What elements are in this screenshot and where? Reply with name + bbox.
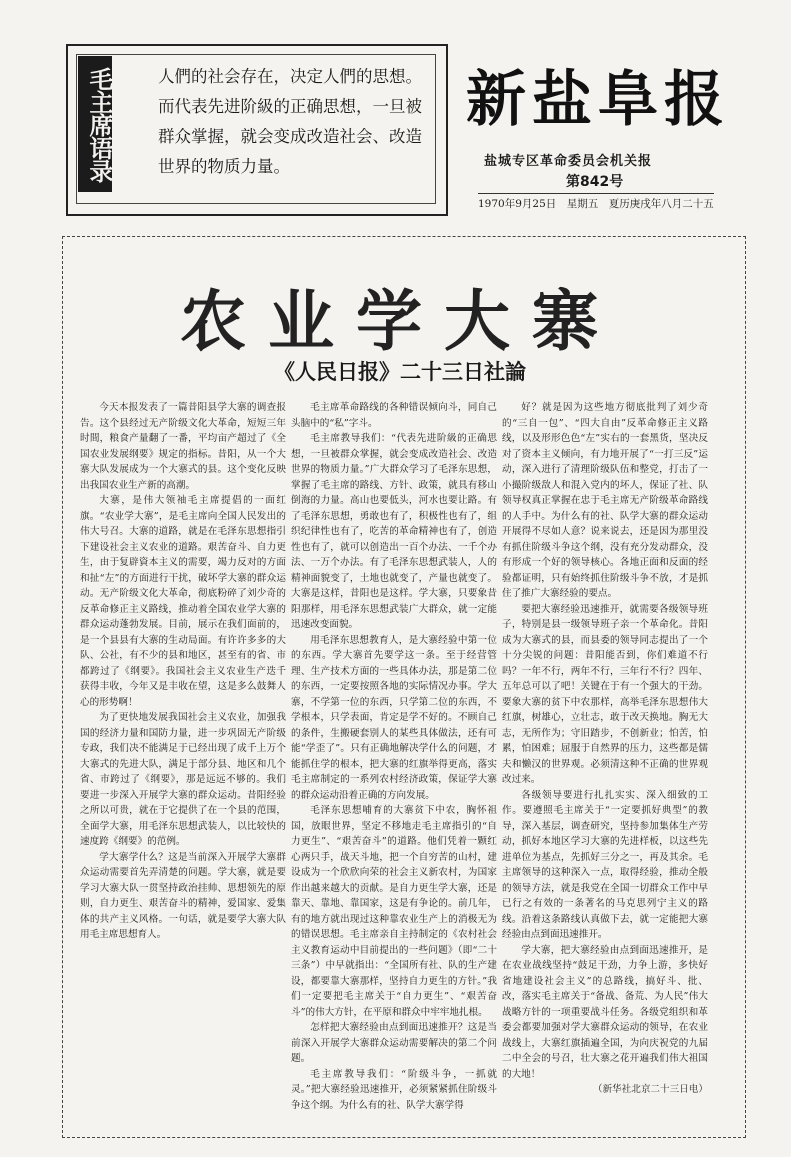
paragraph: 好？就是因为这些地方彻底批判了刘少奇的“三自一包”、“四大自由”反革命修正主义路线，以及形形色色“左”实右的一套黑货，坚决反对了资本主义倾向，有力地开展了“一打三反”运动，深入进行了清理阶级队伍和整党，打击了一小撮阶级敌人和混入党内的坏人，保证了社、队领导权真正掌握在忠于毛主席无产阶级革命路线的人手中。为什么有的社、队学大寨的群众运动开展得不尽如人意？说来说去，还是因为那里没有抓住阶级斗争这个纲，没有充分发动群众，没有形成一个好的领导核心。各地正面和反面的经验都证明，只有始终抓住阶级斗争不放，才是抓住了推广大寨经验的要点。 — [502, 402, 708, 599]
article-column-3 — [502, 400, 708, 1098]
paragraph: 各级领导要进行扎扎实实、深入细致的工作。要遵照毛主席关于“一定要抓好典型”的教导，深入基层，调查研究，坚持参加集体生产劳动，抓好本地区学习大寨的先进样板，以这些先进单位为基点，先抓好三分之一，再及其余。毛主席领导的这种深入一点，取得经验，推动全般的领导方法，就是我党在全国一切群众工作中早已行之有效的一条著名的马克思列宁主义的路线。沿着这条路线认真做下去，就一定能把大寨经验由点到面迅速推开。 — [502, 789, 708, 940]
paragraph: 毛主席教导我们：“阶级斗争，一抓就灵。”把大寨经验迅速推开，必须紧紧抓住阶级斗争这个纲。为什么有的社、队学大寨学得 — [291, 1068, 497, 1111]
quotation-text: 人們的社会存在，决定人們的思想。而代表先进阶級的正确思想，一旦被群众掌握，就会变成改造社会、改造世界的物质力量。 — [158, 67, 422, 176]
paragraph: 要把大寨经验迅速推开，就需要各级领导班子，特别是县一级领导班子亲一个革命化。昔阳成为大寨式的县，而县委的领导同志提出了一个十分尖锐的问题：昔阳能否到，你们难道不行吗？一年不行，两年不行，三年行不行？四年、五年总可以了吧！关键在于有一个强大的干劲。要象大寨的贫下中农那样，高举毛泽东思想伟大红旗，树雄心，立壮志，敢于改天换地。胸无大志，无所作为；守旧踏步，不创新业；怕苦，怕累，怕困难；屈服于自然界的压力，这些都是儒夫和懒汉的世界观。必须清这种不正确的世界观改过来。 — [502, 603, 708, 785]
paragraph: 今天本报发表了一篇昔阳县学大寨的调查报告。这个县经过无产阶级文化大革命，短短三年时間，粮食产量翻了一番，平均亩产超过了《全国农业发展纲要》规定的指标。昔阳，从一个大寨大队发展成为一个大寨式的县。这个变化反映出我国农业生产新的高潮。 — [80, 402, 286, 491]
paragraph: 学大寨学什么？这是当前深入开展学大寨群众运动需要首先弄清楚的问题。学大寨，就是要学习大寨大队一贯坚持政治挂帅、思想领先的原则，自力更生、艰苦奋斗的精神，爱国家、爱集体的共产主义风格。一句话，就是要学大寨大队用毛主席思想育人。 — [80, 851, 286, 940]
paragraph: 毛主席革命路线的各种错误倾向斗，同自己头脑中的“私”字斗。 — [291, 402, 497, 429]
quotation-box — [66, 44, 448, 216]
issue-number: 第842号 — [566, 174, 624, 190]
paragraph: 毛泽东思想哺育的大寨贫下中农，胸怀祖国，放眼世界，坚定不移地走毛主席指引的“自力更生”、“艰苦奋斗”的道路。他们凭着一颗红心两只手，战天斗地，把一个自穷苦的山村，建设成为一个欣欣向荣的社会主义新农村，为国家作出越来越大的贡献。是自力更生学大寨，还是靠天、靠地、靠国家，这是有争论的。前几年，有的地方就出现过这种靠农业生产上的消极无为的错误思想。毛主席亲自主持制定的《农村社会主义教育运动中目前提出的一些问题》（即“二十三条”）中早就指出：“全国所有社、队的生产建设，都要靠大寨那样，坚持自力更生的方针。”我们一定要把毛主席关于“自力更生”、“艰苦奋斗”的伟大方针，在平原和群众中牢牢地扎根。 — [291, 805, 497, 1018]
paragraph: 用毛泽东思想教育人，是大寨经验中第一位的东西。学大寨首先要学这一条。至于经营管理、生产技术方面的一些具体办法，那是第二位的东西，一定要按照各地的实际情况办事。学大寨，不学第一位的东西，只学第二位的东西，不学根本，只学表面，肯定是学不好的。不顾自己的条件，生搬硬套别人的某些具体做法，还有可能“学歪了”。只有正确地解决学什么的问题，才能抓住学的根本，把大寨的红旗举得更高，落实毛主席制定的一系列农村经济政策，保证学大寨的群众运动沿着正确的方向发展。 — [291, 634, 497, 801]
dateline: 1970年9月25日 星期五 夏历庚戌年八月二十五 — [478, 193, 714, 211]
quotation-label: 毛主席语录 — [78, 56, 112, 192]
news-source: （新华社北京二十三日电） — [592, 1084, 708, 1095]
article-column-2 — [291, 400, 497, 1113]
article-headline: 农业学大寨 — [180, 283, 620, 360]
article-subhead: 《人民日报》二十三日社論 — [274, 359, 526, 384]
masthead — [0, 0, 791, 228]
newspaper-subtitle: 盐城专区革命委员会机关报 — [484, 154, 653, 169]
paragraph: 为了更快地发展我国社会主义农业，加强我国的经济力量和国防力量，进一步巩固无产阶级专政，我们决不能满足于已经出现了成千上万个大寨式的先进大队，满足于部分县、地区和几个省、市跨过了《纲要》，那是远远不够的。我们要进一步深入开展学大寨的群众运动。昔阳经验之所以可贵，就在于它提供了在一个县的范围，全面学大寨，用毛泽东思想武装人，以比较快的速度跨《纲要》的范例。 — [80, 712, 286, 847]
paragraph: 怎样把大寨经验由点到面迅速推开？这是当前深入开展学大寨群众运动需要解决的第二个问题。 — [291, 1022, 497, 1064]
paragraph: 学大寨，把大寨经验由点到面迅速推开，是在农业战线坚持“鼓足干劲，力争上游，多快好省地建设社会主义”的总路线，搞好斗、批、改，落实毛主席关于“备战、备荒、为人民”伟大战略方针的一项重要战斗任务。各级党组织和革委会都要加强对学大寨群众运动的领导，在农业战线上，大寨红旗插遍全国，为向庆祝党的九届二中全会的号召，壮大寨之花开遍我们伟大祖国的大地！ — [502, 944, 708, 1080]
newspaper-name: 新盐阜报 — [466, 65, 730, 135]
paragraph: 大寨，是伟大领袖毛主席提倡的一面红旗。“农业学大寨”，是毛主席向全国人民发出的伟大号召。大寨的道路，就是在毛泽东思想指引下建设社会主义农业的道路。艰苦奋斗、自力更生，由于复辟資本主义的需要，竭力反对的方面和扯“左”的方面进行干扰，破坏学大寨的群众运动。无产阶级文化大革命，彻底粉碎了刘少奇的反革命修正主义路线，推动着全国农业学大寨的群众运动蓬勃发展。目前，展示在我们面前的，是一个县县有大寨的生动局面。有许许多多的大队、公社，有不少的县和地区，甚至有的省、市都跨过了《纲要》。我国社会主义农业生产迭千获得丰收，今年又是丰收在望，这是多么鼓舞人心的形势啊！ — [80, 495, 286, 708]
article-column-1 — [80, 400, 286, 943]
paragraph: 毛主席教导我们：“代表先进阶級的正确思想，一旦被群众掌握，就会变成改造社会、改造世界的物质力量。”广大群众学习了毛泽东思想，掌握了毛主席的路线、方针、政策，就具有移山倒海的力量。高山也要低头，河水也要让路。有了毛泽东思想，勇敢也有了，积极性也有了，组织纪律性也有了，吃苦的革命精神也有了，创造性也有了，就可以创造出一百个办法、一千个办法、一万个办法。有了毛泽东思想武装人，人的精神面貌变了，土地也就变了，产量也就变了。大寨是这样，昔阳也是这样。学大寨，只要象昔阳那样，用毛泽东思想武装广大群众，就一定能迅速改变面貌。 — [291, 433, 497, 630]
